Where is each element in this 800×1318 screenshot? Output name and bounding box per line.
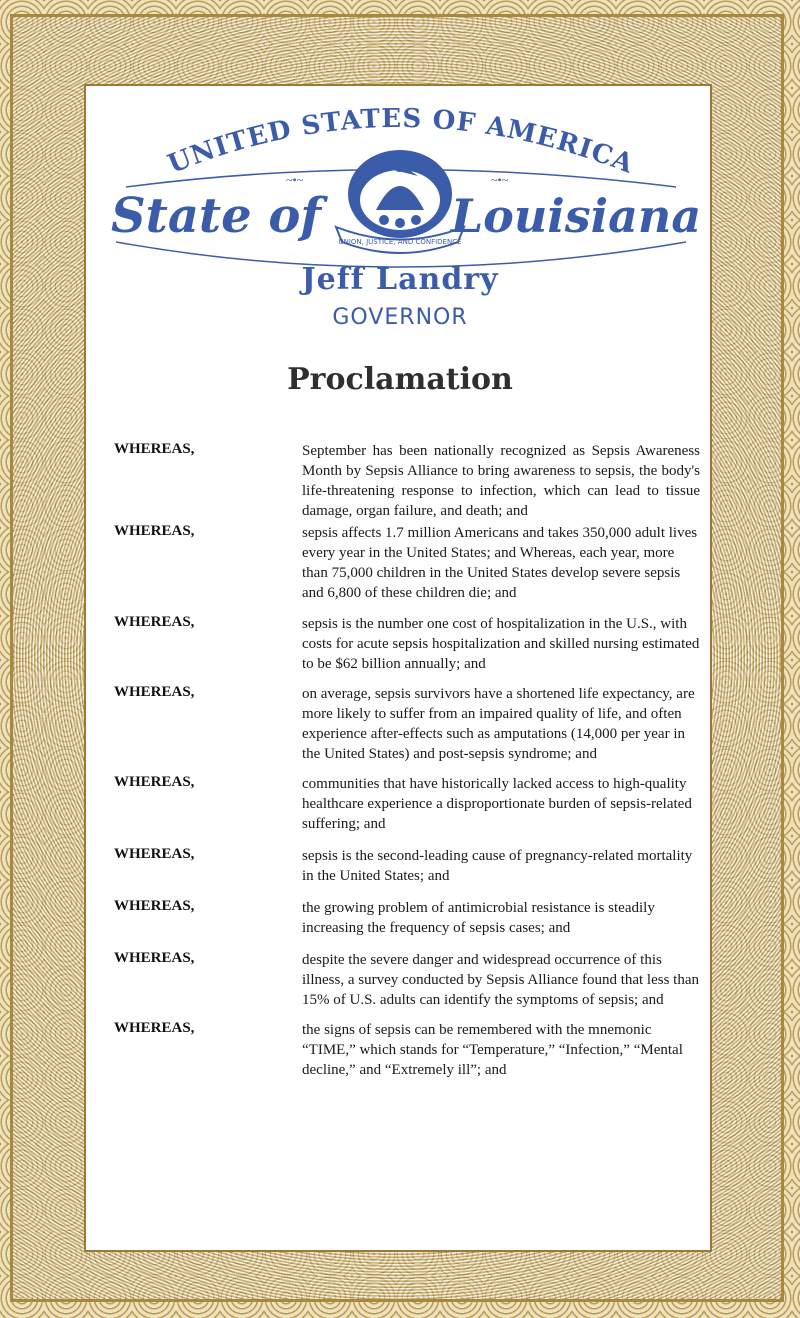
state-of-text: State of: [110, 188, 322, 244]
clause-text: sepsis affects 1.7 million Americans and takes 350,000 adult lives every year in the United States; and Whereas, each year, more than 75,000 children in the United States develop severe sepsis and 6,800 of these children die; and: [302, 525, 698, 601]
clause-label: WHEREAS,: [114, 684, 195, 700]
seal-motto: UNION, JUSTICE, AND CONFIDENCE: [338, 238, 462, 246]
ornament-icon: ~•~: [286, 173, 304, 187]
ornament-icon: ~•~: [491, 173, 509, 187]
clause-label: WHEREAS,: [114, 523, 195, 539]
clause-text: sepsis is the number one cost of hospitalization in the U.S., with costs for acute sepsis hospitalization and skilled nursing estimated to be $62 billion annually; and: [302, 616, 700, 672]
clause-text: on average, sepsis survivors have a shortened life expectancy, are more likely to suffer from an impaired quality of life, and often experience after-effects such as amputations (14,000 per year in the United States) and post-sepsis syndrome; and: [302, 686, 695, 762]
state-name-text: Louisiana: [450, 189, 702, 243]
clause-label: WHEREAS,: [114, 950, 195, 966]
country-arc-text: UNITED STATES OF AMERICA: [163, 103, 638, 180]
governor-name: Jeff Landry: [301, 262, 499, 297]
clause-label: WHEREAS,: [114, 441, 195, 457]
clause-text: sepsis is the second-leading cause of pregnancy-related mortality in the United States; and: [302, 848, 693, 884]
clause-text: communities that have historically lacked access to high-quality healthcare experience a disproportionate burden of sepsis-related suffering; and: [302, 776, 692, 832]
clause-text: despite the severe danger and widespread occurrence of this illness, a survey conducted by Sepsis Alliance found that less than 15% of U.S. adults can identify the symptoms of sepsis; and: [302, 952, 700, 1008]
governor-title: GOVERNOR: [332, 305, 468, 330]
clause-label: WHEREAS,: [114, 846, 195, 862]
clause-label: WHEREAS,: [114, 614, 195, 630]
clause-label: WHEREAS,: [114, 1020, 195, 1036]
clause-text: the signs of sepsis can be remembered with the mnemonic “TIME,” which stands for “Temperature,” “Infection,” “Mental decline,” and “Extremely ill”; and: [302, 1022, 683, 1078]
page-title: Proclamation: [287, 362, 513, 397]
clause-text: the growing problem of antimicrobial resistance is steadily increasing the frequency of sepsis cases; and: [302, 900, 655, 936]
clause-label: WHEREAS,: [114, 774, 195, 790]
clause-text: September has been nationally recognized as Sepsis Awareness Month by Sepsis Alliance to bring awareness to sepsis, the body's life-threatening response to infection, which can lead to tissue damage, organ failure, and death; and: [302, 443, 700, 519]
clause-label: WHEREAS,: [114, 898, 195, 914]
